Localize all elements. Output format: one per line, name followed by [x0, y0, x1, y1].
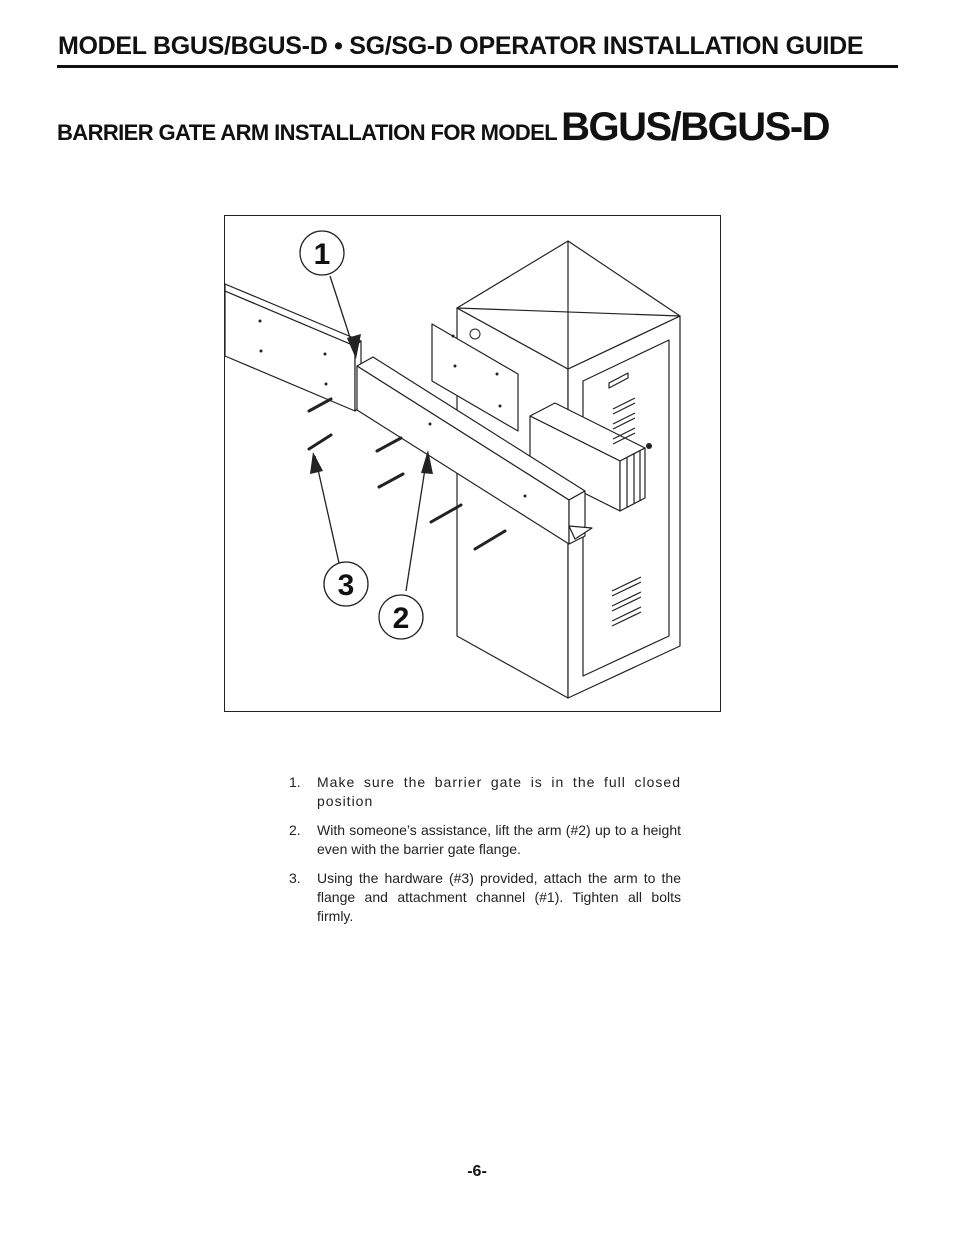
step-text: Using the hardware (#3) provided, attach the arm to the flange and attachment channel (#1). Tighten all bolts firmly.: [317, 870, 681, 924]
step-number: 3.: [289, 870, 301, 886]
section-title-prefix: BARRIER GATE ARM INSTALLATION FOR MODEL: [57, 120, 558, 145]
gate-arm: [225, 291, 355, 411]
callout-1: [300, 231, 344, 275]
callout-2: [379, 595, 423, 639]
callout-2-label: 2: [392, 602, 410, 635]
step-text: With someone’s assistance, lift the arm (#2) up to a height even with the barrier gate flange.: [317, 822, 681, 857]
section-title: [57, 105, 917, 150]
page-number: -6-: [467, 1163, 487, 1180]
guide-title: MODEL BGUS/BGUS-D • SG/SG-D OPERATOR INSTALLATION GUIDE: [58, 32, 864, 60]
step-text: Make sure the barrier gate is in the full closed position: [317, 774, 681, 809]
installation-diagram: [224, 215, 721, 712]
callout-1-label: 1: [313, 238, 331, 271]
step-number: 2.: [289, 822, 301, 838]
list-item: [289, 773, 681, 811]
header-rule: [57, 65, 898, 68]
instruction-list: [289, 773, 681, 936]
list-item: [289, 869, 681, 926]
step-number: 1.: [289, 774, 301, 790]
arrow-to-bolt: [310, 452, 323, 474]
installation-drawing: [225, 216, 720, 711]
callout-3: [324, 562, 368, 606]
callout-3-label: 3: [337, 569, 355, 602]
section-title-model: BGUS/BGUS-D: [561, 105, 830, 149]
list-item: [289, 821, 681, 859]
